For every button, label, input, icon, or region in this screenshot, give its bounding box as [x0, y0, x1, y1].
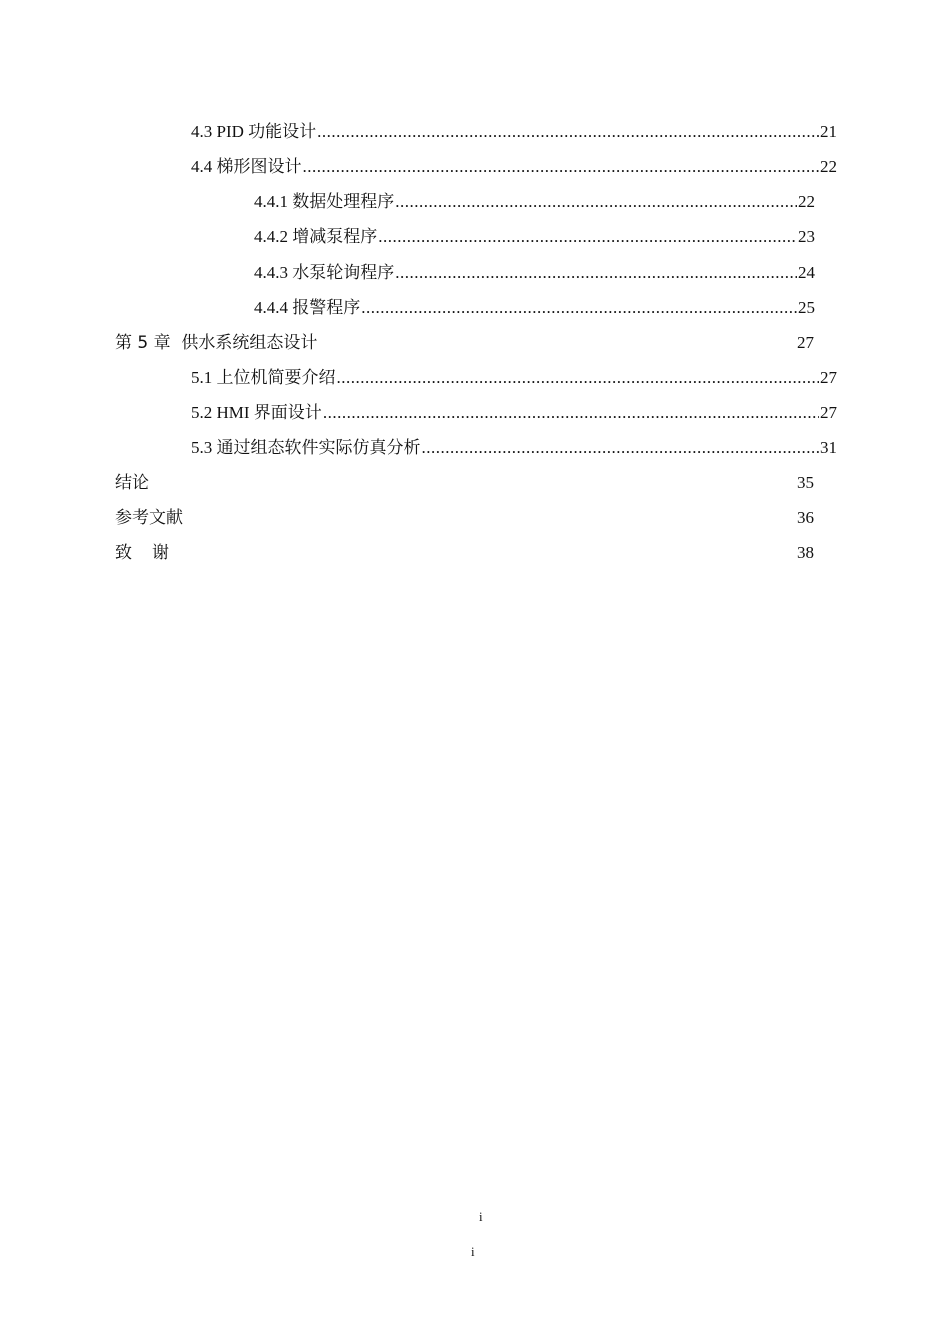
toc-entry-chapter-5[interactable] [115, 332, 815, 354]
dot-leader [317, 121, 819, 143]
toc-entry-title: 5.3 通过组态软件实际仿真分析 [191, 438, 421, 457]
dot-leader [337, 367, 820, 389]
toc-entry-title: 4.4.2 增减泵程序 [254, 227, 378, 246]
toc-entry-title: 致谢 [115, 543, 189, 563]
toc-entry-4-4-2[interactable] [254, 226, 815, 248]
toc-entry-page: 24 [798, 263, 815, 282]
toc-entry-conclusion[interactable] [115, 472, 815, 494]
toc-entry-page: 31 [820, 438, 837, 457]
toc-entry-4-4-3[interactable] [254, 262, 815, 284]
dot-leader [361, 297, 797, 319]
toc-entry-4-4[interactable] [191, 156, 837, 178]
toc-entry-page: 22 [820, 157, 837, 176]
toc-entry-page: 25 [798, 298, 815, 317]
toc-entry-page: 22 [798, 192, 815, 211]
toc-entry-5-2[interactable] [191, 402, 837, 424]
page-number-footer: i [471, 1244, 475, 1259]
toc-entry-title: 4.3 PID 功能设计 [191, 122, 317, 141]
toc-entry-acknowledgements[interactable] [115, 542, 815, 564]
dot-leader [395, 262, 797, 284]
toc-entry-page: 27 [820, 403, 837, 422]
toc-entry-page: 27 [797, 333, 814, 352]
toc-entry-4-4-1[interactable] [254, 191, 815, 213]
toc-entry-page: 35 [797, 473, 814, 492]
dot-leader [395, 191, 797, 213]
dot-leader [378, 226, 797, 248]
toc-entry-page: 23 [798, 227, 815, 246]
toc-entry-title: 结论 [115, 473, 149, 493]
toc-entry-4-4-4[interactable] [254, 297, 815, 319]
toc-entry-4-3[interactable] [191, 121, 837, 143]
toc-entry-title: 5.1 上位机简要介绍 [191, 368, 336, 387]
toc-entry-title: 参考文献 [115, 508, 183, 528]
toc-entry-5-3[interactable] [191, 437, 837, 459]
toc-entry-title: 4.4.4 报警程序 [254, 298, 361, 317]
toc-entry-5-1[interactable] [191, 367, 837, 389]
toc-entry-title: 4.4.3 水泵轮询程序 [254, 263, 395, 282]
page-number: i [479, 1209, 483, 1224]
toc-entry-page: 38 [797, 543, 814, 562]
dot-leader [303, 156, 820, 178]
dot-leader [422, 437, 820, 459]
toc-entry-title: 4.4.1 数据处理程序 [254, 192, 395, 211]
toc-entry-references[interactable] [115, 507, 815, 529]
toc-entry-title: 第 5 章 供水系统组态设计 [115, 333, 318, 353]
toc-entry-title: 5.2 HMI 界面设计 [191, 403, 322, 422]
toc-entry-page: 27 [820, 368, 837, 387]
dot-leader [323, 402, 819, 424]
toc-entry-title: 4.4 梯形图设计 [191, 157, 302, 176]
toc-entry-page: 36 [797, 508, 814, 527]
toc-entry-page: 21 [820, 122, 837, 141]
